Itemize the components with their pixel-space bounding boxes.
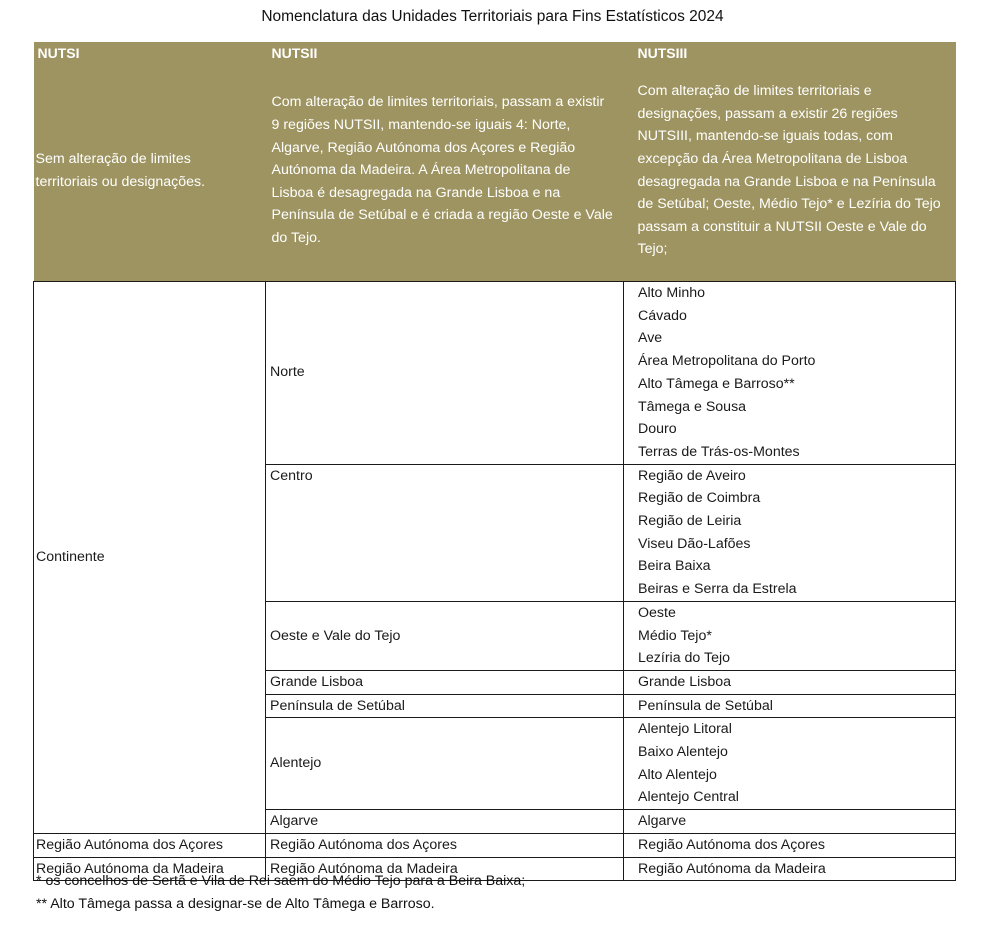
- nuts3-oeste-list: [624, 601, 956, 670]
- table-header: [34, 42, 956, 282]
- header-desc-nutsiii: Com alteração de limites territoriais e designações, passam a existir 26 regiões NUTSIII, mantendo-se iguais todas, com excepção da Área Metropolitana de Lisboa desagregada na Grande Lisboa e na Península de Setúbal; Oeste, Médio Tejo* e Lezíria do Tejo passam a constituir a NUTSII Oeste e Vale do Tejo;: [624, 66, 956, 282]
- nuts3-centro-list: [624, 464, 956, 601]
- list-item: Médio Tejo*: [638, 627, 712, 644]
- nuts3-alentejo-list: [624, 718, 956, 810]
- list-item: Alentejo Litoral: [638, 721, 732, 738]
- list-item: Viseu Dão-Lafões: [638, 535, 751, 552]
- header-desc-nutsii: Com alteração de limites territoriais, passam a existir 9 regiões NUTSII, mantendo-se iguais 4: Norte, Algarve, Região Autónoma dos Açores e Região Autónoma da Madeira. A Área Metropolitana de Lisboa é desagregada na Grande Lisboa e na Península de Setúbal e é criada a região Oeste e Vale do Tejo.: [266, 66, 624, 282]
- nuts2-norte: Norte: [266, 282, 624, 465]
- nuts2-algarve: Algarve: [266, 810, 624, 834]
- list-item: Alto Alentejo: [638, 766, 717, 783]
- nuts-table: [33, 42, 956, 881]
- nuts1-madeira: Região Autónoma da Madeira: [34, 857, 266, 881]
- table-row: [34, 833, 956, 857]
- list-item: Alentejo Central: [638, 789, 739, 806]
- nuts3-acores: Região Autónoma dos Açores: [624, 833, 956, 857]
- list-item: Região de Leiria: [638, 513, 742, 530]
- list-item: Oeste: [638, 604, 676, 621]
- list-item: Região de Coimbra: [638, 490, 761, 507]
- nuts2-acores: Região Autónoma dos Açores: [266, 833, 624, 857]
- nuts2-grande-lisboa: Grande Lisboa: [266, 670, 624, 694]
- footnote-2: ** Alto Tâmega passa a designar-se de Alto Tâmega e Barroso.: [36, 896, 435, 912]
- nuts1-acores: Região Autónoma dos Açores: [34, 833, 266, 857]
- list-item: Douro: [638, 421, 677, 438]
- header-nutsi: NUTSI: [34, 42, 266, 66]
- list-item: Cávado: [638, 307, 687, 324]
- nuts1-continente: Continente: [34, 282, 266, 834]
- list-item: Beira Baixa: [638, 558, 711, 575]
- list-item: Beiras e Serra da Estrela: [638, 581, 797, 598]
- list-item: Região de Aveiro: [638, 467, 746, 484]
- nuts3-norte-list: [624, 282, 956, 465]
- list-item: Terras de Trás-os-Montes: [638, 443, 800, 460]
- list-item: Área Metropolitana do Porto: [638, 353, 816, 370]
- nuts2-oeste-vale-do-tejo: Oeste e Vale do Tejo: [266, 601, 624, 670]
- nuts2-peninsula-setubal: Península de Setúbal: [266, 694, 624, 718]
- header-nutsii: NUTSII: [266, 42, 624, 66]
- list-item: Alto Minho: [638, 285, 706, 301]
- nuts3-madeira: Região Autónoma da Madeira: [624, 857, 956, 881]
- header-nutsiii: NUTSIII: [624, 42, 956, 66]
- table-body: [34, 282, 956, 881]
- nuts3-grande-lisboa: Grande Lisboa: [624, 670, 956, 694]
- header-desc-nutsi: Sem alteração de limites territoriais ou designações.: [34, 66, 266, 282]
- list-item: Lezíria do Tejo: [638, 650, 731, 667]
- nuts3-peninsula-setubal: Península de Setúbal: [624, 694, 956, 718]
- nuts2-centro: Centro: [266, 464, 624, 601]
- footnote-1: * os concelhos de Sertã e Vila de Rei saem do Médio Tejo para a Beira Baixa;: [36, 873, 526, 889]
- nuts2-alentejo: Alentejo: [266, 718, 624, 810]
- page-title: Nomenclatura das Unidades Territoriais para Fins Estatísticos 2024: [261, 8, 724, 25]
- table-row: [34, 282, 956, 465]
- list-item: Tâmega e Sousa: [638, 398, 747, 415]
- list-item: Ave: [638, 330, 663, 347]
- list-item: Alto Tâmega e Barroso**: [638, 375, 795, 392]
- nuts3-algarve: Algarve: [624, 810, 956, 834]
- nuts2-madeira: Região Autónoma da Madeira: [266, 857, 624, 881]
- list-item: Baixo Alentejo: [638, 744, 728, 761]
